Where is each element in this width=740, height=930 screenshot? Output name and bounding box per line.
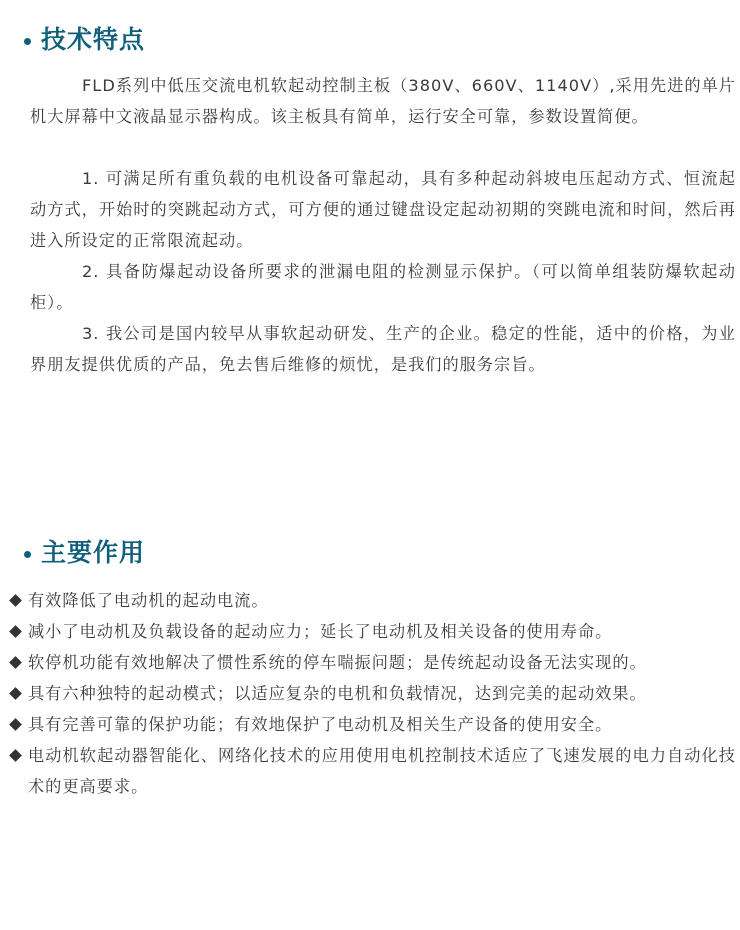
diamond-bullet-icon: [9, 749, 22, 762]
list-item-text: 减小了电动机及负载设备的起动应力；延长了电动机及相关设备的使用寿命。: [28, 622, 613, 641]
features-heading: [24, 24, 145, 56]
functions-heading-text: 主要作用: [41, 538, 146, 567]
features-point-2: 2. 具备防爆起动设备所要求的泄漏电阻的检测显示保护。（可以简单组装防爆软起动柜）。: [30, 262, 736, 312]
features-intro-paragraph: FLD系列中低压交流电机软起动控制主板（380V、660V、1140V）,采用先进的单片机大屏幕中文液晶显示器构成。该主板具有简单，运行安全可靠，参数设置简便。: [30, 76, 736, 126]
functions-heading: [24, 537, 145, 569]
diamond-bullet-icon: [9, 656, 22, 669]
list-item: [10, 678, 736, 709]
list-item-text: 有效降低了电动机的起动电流。: [28, 591, 269, 610]
list-item-text: 电动机软起动器智能化、网络化技术的应用使用电机控制技术适应了飞速发展的电力自动化技术的更高要求。: [28, 746, 736, 796]
diamond-bullet-icon: [9, 625, 22, 638]
features-point-1: 1. 可满足所有重负载的电机设备可靠起动，具有多种起动斜坡电压起动方式、恒流起动方式，开始时的突跳起动方式，可方便的通过键盘设定起动初期的突跳电流和时间，然后再进入所设定的正常限流起动。: [30, 169, 736, 250]
list-item: [10, 709, 736, 740]
list-item: [10, 585, 736, 616]
features-heading-text: 技术特点: [41, 25, 146, 54]
list-item: [10, 616, 736, 647]
list-item: [10, 647, 736, 678]
list-item: [10, 740, 736, 802]
features-point-3: 3. 我公司是国内较早从事软起动研发、生产的企业。稳定的性能，适中的价格，为业界朋友提供优质的产品，免去售后维修的烦忧，是我们的服务宗旨。: [30, 324, 736, 374]
diamond-bullet-icon: [9, 718, 22, 731]
list-item-text: 软停机功能有效地解决了惯性系统的停车喘振问题；是传统起动设备无法实现的。: [28, 653, 647, 672]
diamond-bullet-icon: [9, 594, 22, 607]
heading-bullet-icon: [24, 38, 31, 45]
functions-list: [10, 585, 736, 802]
list-item-text: 具有六种独特的起动模式；以适应复杂的电机和负载情况，达到完美的起动效果。: [28, 684, 647, 703]
diamond-bullet-icon: [9, 687, 22, 700]
heading-bullet-icon: [24, 551, 31, 558]
list-item-text: 具有完善可靠的保护功能；有效地保护了电动机及相关生产设备的使用安全。: [28, 715, 613, 734]
